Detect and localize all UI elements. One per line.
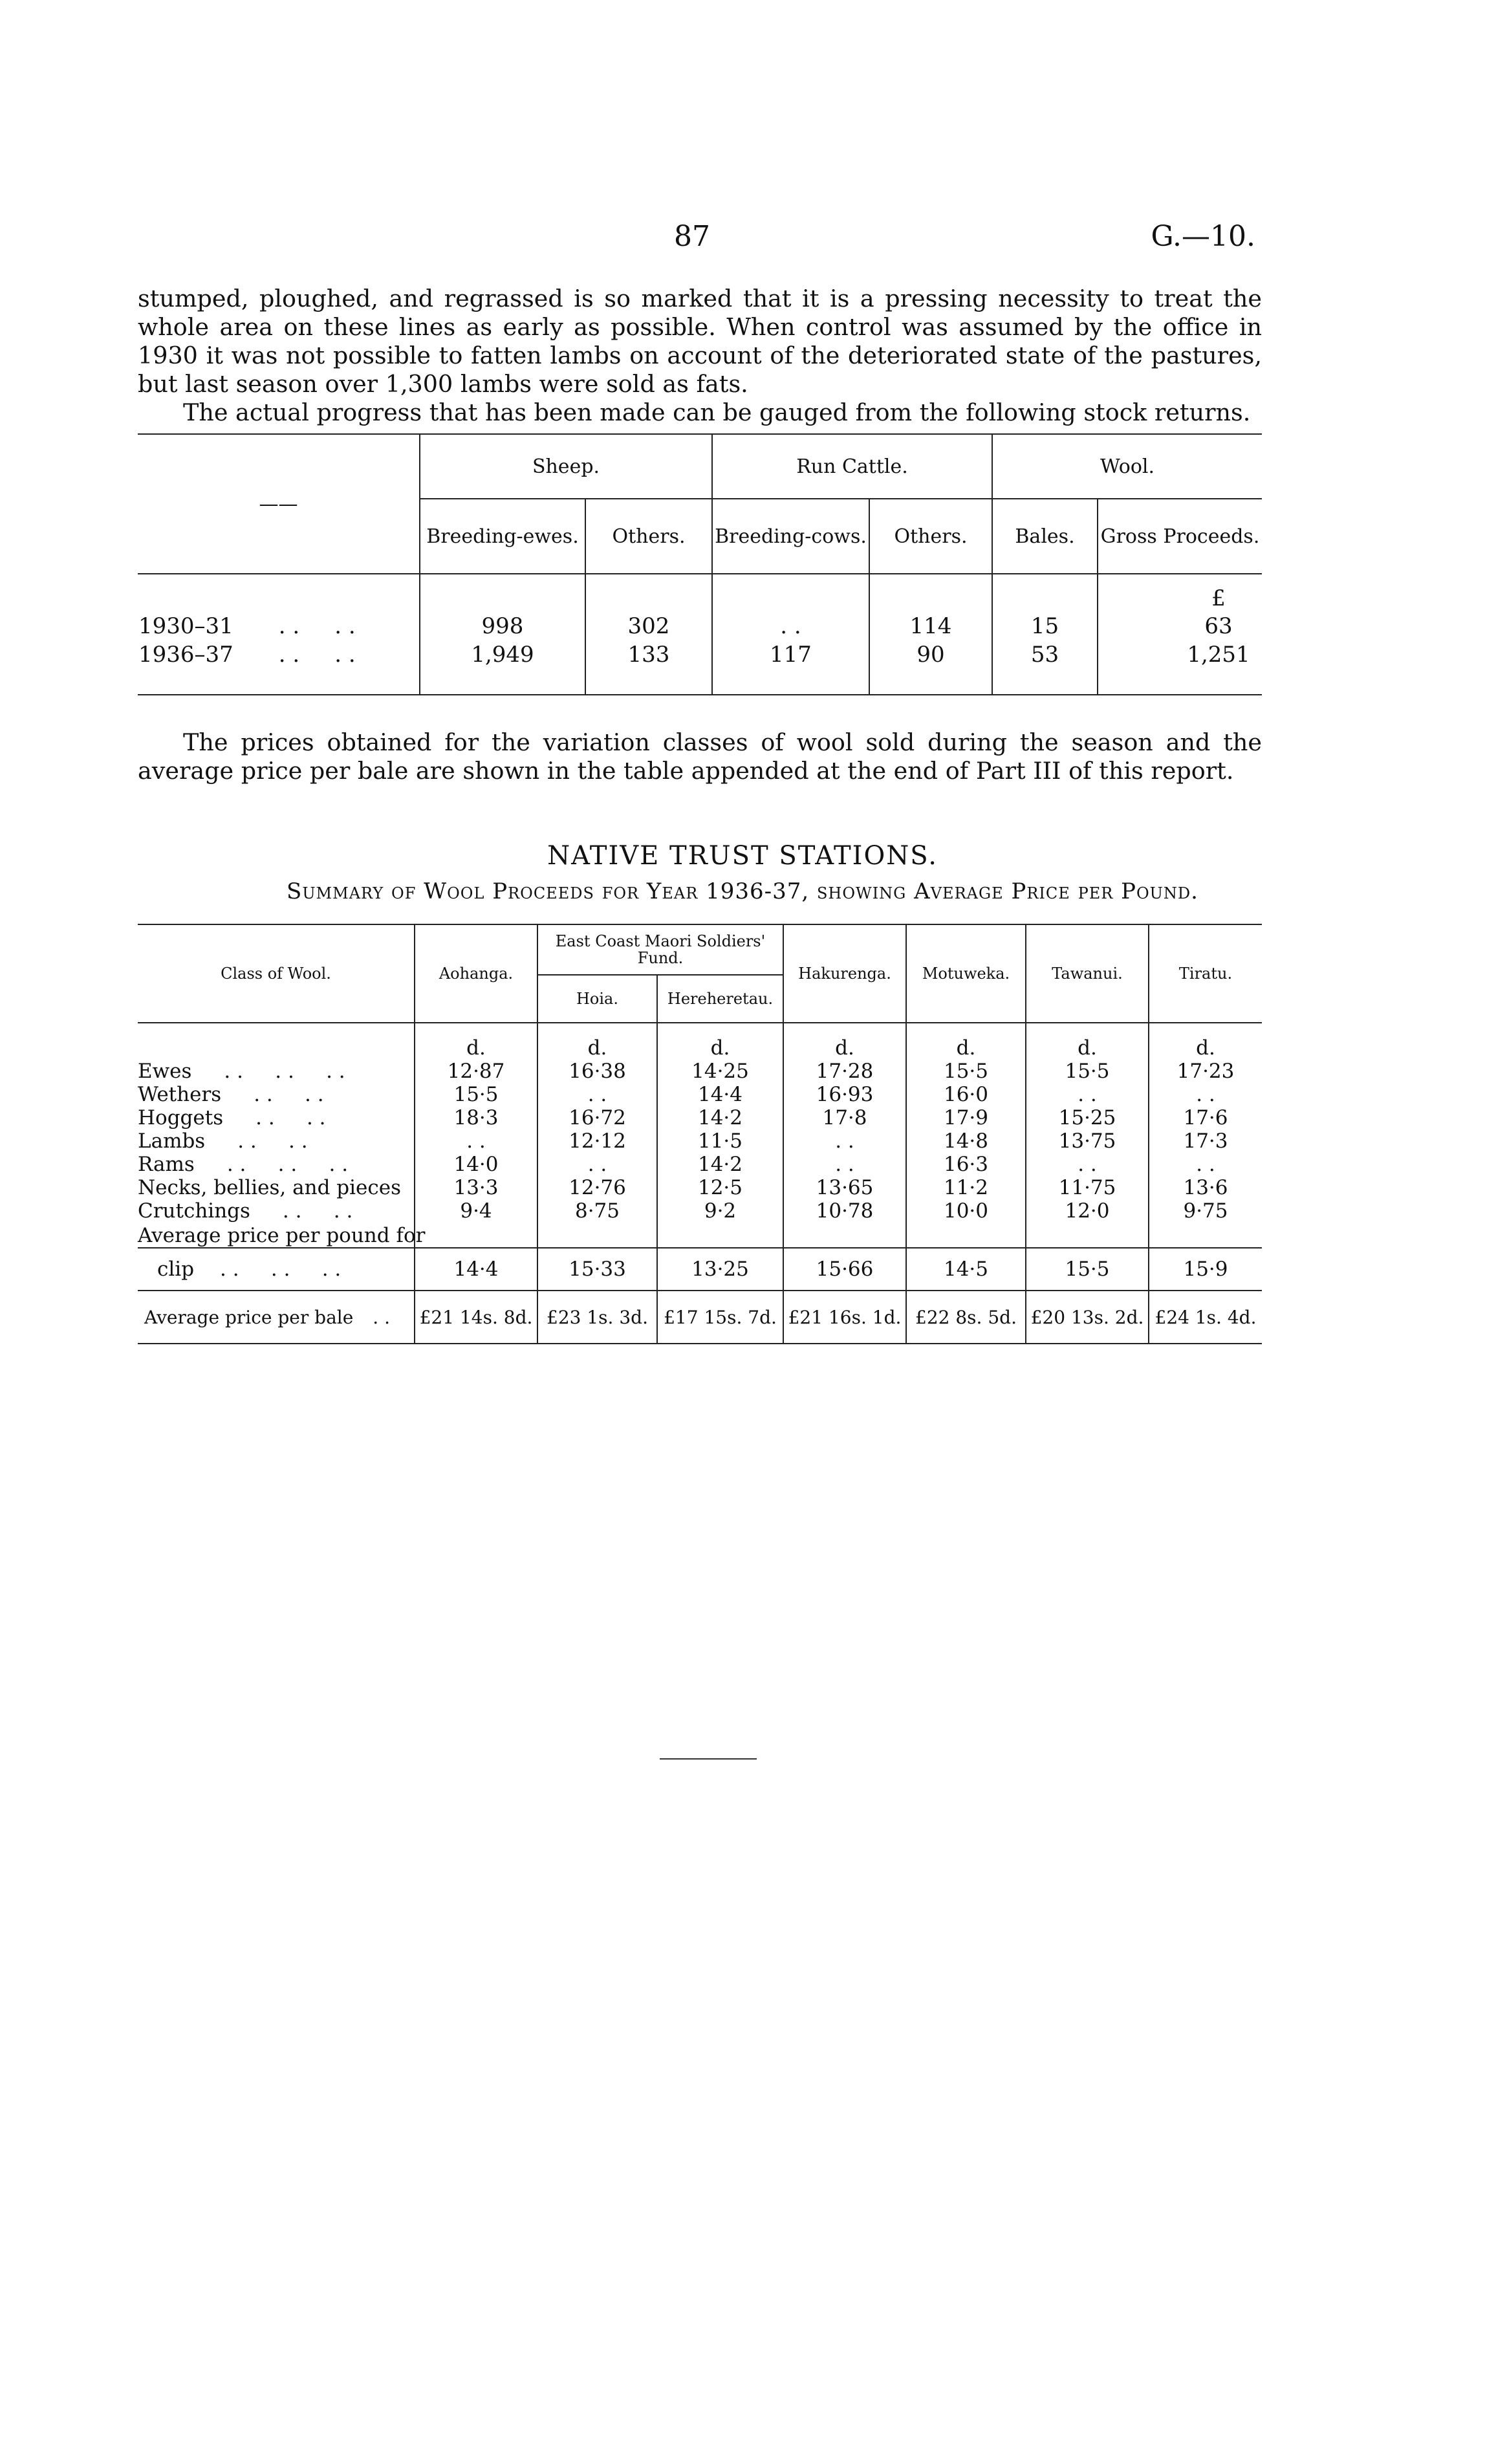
- value-cell: . .: [1026, 1153, 1149, 1176]
- cell-ewes: 1,949: [420, 640, 585, 695]
- row-label: Ewes: [138, 1059, 192, 1083]
- unit-label: d.: [1149, 1023, 1262, 1060]
- avg-pound-cell: 15·9: [1149, 1248, 1262, 1291]
- value-cell: 12·5: [657, 1176, 783, 1199]
- value-cell: 18·3: [415, 1106, 537, 1129]
- avg-pound-label-1: Average price per pound for: [138, 1224, 426, 1247]
- cell-bales: 53: [992, 640, 1098, 695]
- value-cell: 14·0: [415, 1153, 537, 1176]
- middle-paragraph: [138, 728, 1262, 785]
- value-cell: . .: [1149, 1153, 1262, 1176]
- value-cell: 9·2: [657, 1199, 783, 1223]
- unit-label: d.: [537, 1023, 657, 1060]
- avg-bale-cell: £20 13s. 2d.: [1026, 1291, 1149, 1344]
- row-label: Rams: [138, 1152, 195, 1176]
- col-sheep-others: Others.: [585, 499, 712, 574]
- avg-bale-cell: £17 15s. 7d.: [657, 1291, 783, 1344]
- cell-gross: 63: [1098, 612, 1262, 640]
- header-east-coast-fund: East Coast Maori Soldiers' Fund.: [537, 924, 783, 975]
- value-cell: 11·5: [657, 1129, 783, 1153]
- value-cell: 17·28: [783, 1060, 906, 1083]
- avg-bale-label: Average price per bale: [144, 1306, 354, 1328]
- table-row: [138, 1176, 1262, 1199]
- value-cell: . .: [783, 1153, 906, 1176]
- header-hoia: Hoia.: [537, 975, 657, 1023]
- header-tiratu: Tiratu.: [1149, 924, 1262, 1023]
- value-cell: 17·9: [906, 1106, 1026, 1129]
- value-cell: . .: [415, 1129, 537, 1153]
- value-cell: . .: [1026, 1083, 1149, 1106]
- value-cell: 12·12: [537, 1129, 657, 1153]
- unit-label: d.: [657, 1023, 783, 1060]
- value-cell: 15·5: [1026, 1060, 1149, 1083]
- col-breeding-cows: Breeding-cows.: [712, 499, 869, 574]
- value-cell: 9·75: [1149, 1199, 1262, 1223]
- cell-bales: 15: [992, 612, 1098, 640]
- avg-pound-label-2: clip: [157, 1258, 195, 1281]
- header-hakurenga: Hakurenga.: [783, 924, 906, 1023]
- row-year: 1930–31: [138, 613, 233, 639]
- avg-pound-row: [138, 1248, 1262, 1291]
- leader-dots: . . . .: [282, 1199, 353, 1223]
- value-cell: . .: [537, 1083, 657, 1106]
- value-cell: 10·0: [906, 1199, 1026, 1223]
- header-motuweka: Motuweka.: [906, 924, 1026, 1023]
- leader-dots: . . . . . .: [224, 1059, 345, 1083]
- value-cell: 10·78: [783, 1199, 906, 1223]
- cell-gross: 1,251: [1098, 640, 1262, 695]
- leader-dots: . . . .: [255, 1106, 326, 1129]
- value-cell: 14·2: [657, 1106, 783, 1129]
- section-subtitle: Summary of Wool Proceeds for Year 1936-37, showing Average Price per Pound.: [287, 878, 1198, 904]
- value-cell: 13·75: [1026, 1129, 1149, 1153]
- row-year: 1936–37: [138, 642, 233, 668]
- value-cell: 16·93: [783, 1083, 906, 1106]
- section-title: NATIVE TRUST STATIONS.: [547, 841, 938, 871]
- avg-pound-cell: 15·33: [537, 1248, 657, 1291]
- group-wool: Wool.: [992, 434, 1262, 499]
- value-cell: 13·3: [415, 1176, 537, 1199]
- group-run-cattle: Run Cattle.: [712, 434, 992, 499]
- leader-dots: . .: [373, 1306, 390, 1328]
- unit-label: d.: [415, 1023, 537, 1060]
- leader-dots: . . . .: [254, 1082, 324, 1106]
- leader-dots: . . . .: [278, 642, 356, 668]
- value-cell: . .: [537, 1153, 657, 1176]
- value-cell: 16·72: [537, 1106, 657, 1129]
- value-cell: 11·75: [1026, 1176, 1149, 1199]
- unit-label: d.: [906, 1023, 1026, 1060]
- value-cell: . .: [783, 1129, 906, 1153]
- table-row: [138, 1060, 1262, 1083]
- row-label: Necks, bellies, and pieces: [138, 1175, 401, 1199]
- cell-cattle-others: 90: [869, 640, 992, 695]
- header-hereheretau: Hereheretau.: [657, 975, 783, 1023]
- value-cell: 17·6: [1149, 1106, 1262, 1129]
- leader-dots: . . . .: [237, 1129, 308, 1153]
- value-cell: 16·0: [906, 1083, 1026, 1106]
- avg-pound-cell: 13·25: [657, 1248, 783, 1291]
- table-row: [138, 1199, 1262, 1223]
- table-row: [138, 1106, 1262, 1129]
- cell-cows: 117: [712, 640, 869, 695]
- avg-bale-cell: £21 14s. 8d.: [415, 1291, 537, 1344]
- unit-label: d.: [783, 1023, 906, 1060]
- value-cell: 15·5: [906, 1060, 1026, 1083]
- avg-pound-cell: 15·66: [783, 1248, 906, 1291]
- cell-sheep-others: 133: [585, 640, 712, 695]
- table-row: [138, 1153, 1262, 1176]
- document-code: G.—10.: [1151, 220, 1255, 253]
- cell-sheep-others: 302: [585, 612, 712, 640]
- table-row: [138, 640, 1262, 695]
- avg-bale-cell: £24 1s. 4d.: [1149, 1291, 1262, 1344]
- row-label: Wethers: [138, 1082, 222, 1106]
- value-cell: 9·4: [415, 1199, 537, 1223]
- avg-bale-cell: £21 16s. 1d.: [783, 1291, 906, 1344]
- intro-paragraph-2: [138, 398, 1262, 427]
- value-cell: 15·5: [415, 1083, 537, 1106]
- cell-cows: . .: [712, 612, 869, 640]
- stock-corner: ——: [138, 434, 420, 574]
- group-sheep: Sheep.: [420, 434, 712, 499]
- value-cell: 14·4: [657, 1083, 783, 1106]
- stock-returns-table: [138, 433, 1262, 698]
- value-cell: 12·76: [537, 1176, 657, 1199]
- table-row: [138, 612, 1262, 640]
- value-cell: 16·3: [906, 1153, 1026, 1176]
- avg-pound-cell: 14·4: [415, 1248, 537, 1291]
- value-cell: 14·8: [906, 1129, 1026, 1153]
- intro-paragraph: stumped, ploughed, and regrassed is so marked that it is a pressing necessity to treat the whole area on these lines as early as possible. When control was assumed by the office in 1930 it was not possible to fatten lambs on account of the deteriorated state of the pastures, but last season over 1,300 lambs were sold as fats.: [138, 285, 1262, 398]
- value-cell: 12·0: [1026, 1199, 1149, 1223]
- wool-proceeds-table: [138, 924, 1262, 1344]
- wool-table-body: [138, 1060, 1262, 1248]
- col-breeding-ewes: Breeding-ewes.: [420, 499, 585, 574]
- leader-dots: . . . . . .: [220, 1258, 341, 1281]
- avg-bale-row: [138, 1291, 1262, 1344]
- row-label: Hoggets: [138, 1106, 224, 1129]
- value-cell: 14·25: [657, 1060, 783, 1083]
- value-cell: 16·38: [537, 1060, 657, 1083]
- middle-text: The prices obtained for the variation classes of wool sold during the season and the average price per bale are shown in the table appended at the end of Part III of this report.: [138, 728, 1262, 785]
- avg-pound-cell: 15·5: [1026, 1248, 1149, 1291]
- header-tawanui: Tawanui.: [1026, 924, 1149, 1023]
- table-row: [138, 1129, 1262, 1153]
- table-row: [138, 1083, 1262, 1106]
- value-cell: . .: [1149, 1083, 1262, 1106]
- col-bales: Bales.: [992, 499, 1098, 574]
- value-cell: 13·6: [1149, 1176, 1262, 1199]
- leader-dots: . . . .: [278, 613, 356, 639]
- closing-rule: [660, 1758, 757, 1760]
- gross-unit: £: [1098, 574, 1262, 612]
- value-cell: 15·25: [1026, 1106, 1149, 1129]
- value-cell: 17·3: [1149, 1129, 1262, 1153]
- value-cell: 13·65: [783, 1176, 906, 1199]
- avg-bale-cell: £23 1s. 3d.: [537, 1291, 657, 1344]
- leader-dots: . . . . . .: [226, 1152, 349, 1176]
- header-class-of-wool: Class of Wool.: [138, 924, 415, 1023]
- avg-bale-cell: £22 8s. 5d.: [906, 1291, 1026, 1344]
- value-cell: 12·87: [415, 1060, 537, 1083]
- intro-text-2: The actual progress that has been made can be gauged from the following stock returns.: [183, 398, 1251, 426]
- page-number: 87: [674, 220, 710, 253]
- cell-ewes: 998: [420, 612, 585, 640]
- value-cell: 14·2: [657, 1153, 783, 1176]
- col-gross-proceeds: Gross Proceeds.: [1098, 499, 1262, 574]
- value-cell: 17·8: [783, 1106, 906, 1129]
- value-cell: 8·75: [537, 1199, 657, 1223]
- header-aohanga: Aohanga.: [415, 924, 537, 1023]
- value-cell: 11·2: [906, 1176, 1026, 1199]
- avg-pound-cell: 14·5: [906, 1248, 1026, 1291]
- row-label: Lambs: [138, 1129, 206, 1153]
- value-cell: 17·23: [1149, 1060, 1262, 1083]
- unit-label: d.: [1026, 1023, 1149, 1060]
- col-cattle-others: Others.: [869, 499, 992, 574]
- row-label: Crutchings: [138, 1199, 250, 1223]
- cell-cattle-others: 114: [869, 612, 992, 640]
